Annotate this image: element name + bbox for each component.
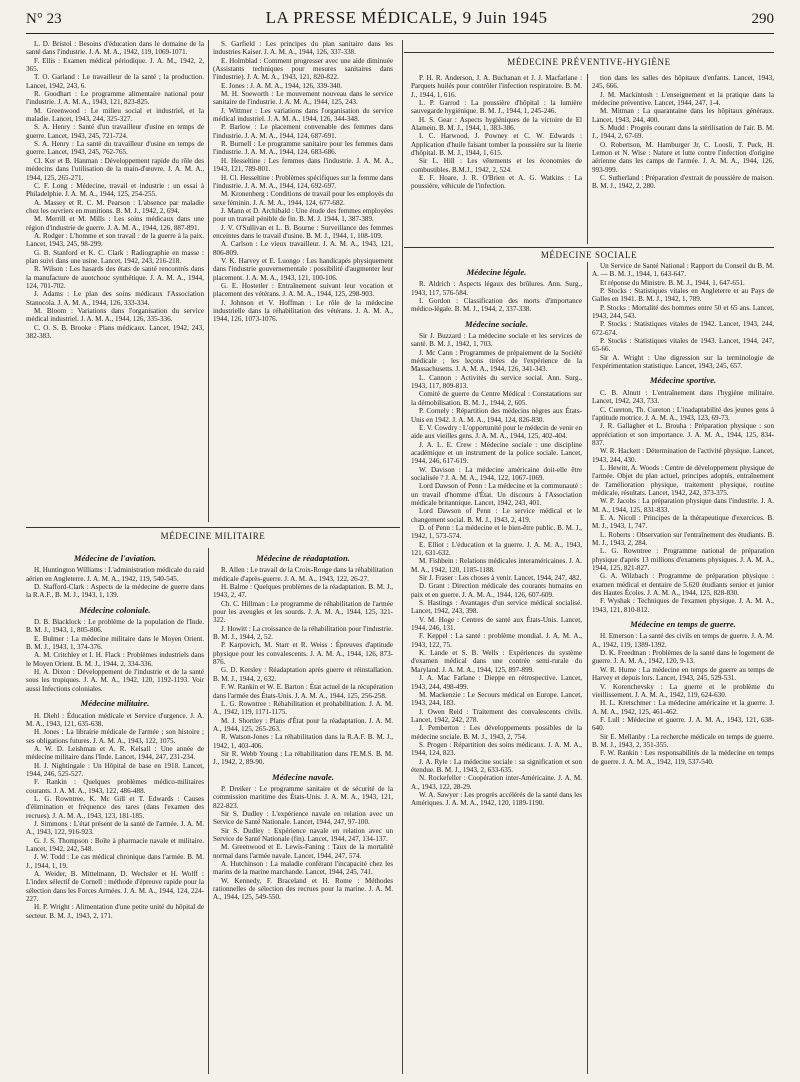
bibliography-entry: S. Mudd : Progrès courant dans la stérilisation de l'air. B. M. J., 1944, 2, 67-69. [592,124,774,141]
bibliography-entry: J. W. Todd : Le cas médical chronique dans l'armée. B. M. J., 1944, 1, 19. [26,853,204,870]
bibliography-entry: M. Mitman : La quarantaine dans les hôpitaux généraux. Lancet, 1943, 244, 400. [592,107,774,124]
bibliography-entry: R. Burnell : Le programme sanitaire pour les femmes dans l'industrie. J. A. M. A., 1944, 124, 683-686. [213,140,393,157]
bibliography-entry: M. Kronenberg : Conditions de travail pour les employés du sexe féminin. J. A. M. A., 1944, 124, 677-682. [213,190,393,207]
bibliography-entry: L. Cannon : Activités du service social. Ann. Surg., 1943, 117, 809-813. [411,373,582,391]
bibliography-entry: tion dans les salles des hôpitaux d'enfants. Lancet, 1943, 245, 666. [592,74,774,91]
bibliography-entry: V. M. Hoge : Centres de santé aux États-Unis. Lancet, 1944, 246, 131. [411,615,582,633]
column-7 [26,548,204,1074]
bibliography-entry: H. Hesseltine : Les femmes dans l'industrie. J. A. M. A., 1943, 121, 789-801. [213,156,393,174]
bibliography-entry: G. A. Wilzbach : Programme de préparation physique : examen médical et dentaire de 5.620 étudiants senior et junior des Hautes Écoles. J. A. M. A., 1944, 125, 828-830. [592,572,774,598]
bibliography-entry: F. Lull : Médecine et guerre. J. A. M. A., 1943, 121, 638-640. [592,715,774,733]
bibliography-entry: J. Owen Reid : Traitement des convalescents civils. Lancet, 1942, 242, 278. [411,707,582,724]
bibliography-entry: W. A. Sawyer : Les progrès accélérés de la santé dans les Amériques. J. A. M. A., 1942, 120, 1189-1190. [411,790,582,808]
column-6 [592,262,774,1074]
column-4 [592,74,774,244]
section-title-preventive: MÉDECINE PRÉVENTIVE-HYGIÈNE [507,57,671,67]
bibliography-entry: Sir J. Buzzard : La médecine sociale et les services de santé. B. M. J., 1942, 1, 703. [411,332,582,349]
bibliography-entry: J. M. Mackintosh : L'enseignement et la pratique dans la médecine préventive. Lancet, 1944, 247, 1-4. [592,90,774,108]
bibliography-entry: Et réponse du Ministre. B. M. J., 1944, 1, 647-651. [600,278,745,287]
bibliography-entry: J. R. Gallagher et L. Brouha : Préparation physique : son appréciation et son importance. J. A. M. A., 1944, 125, 834-837. [592,422,774,447]
bibliography-entry: H. P. Wright : Alimentation d'une petite unité du hôpital de secteur. B. M. J., 1943, 2, 171. [26,903,204,920]
bibliography-entry: M. Greenwood et E. Lewis-Faning : Taux de la mortalité normal dans l'armée navale. Lancet, 1944, 247, 574. [213,843,393,860]
bibliography-entry: H. S. Gear : Aspects hygiéniques de la victoire de El Alamein. B. M. J., 1944, 1, 383-386. [411,115,582,133]
bibliography-entry: P. Stocks : Statistiques vitales de 1943. Lancet, 1944, 247, 65-66. [592,337,774,354]
bibliography-entry: P. Stocks : Statistiques vitales de 1942. Lancet, 1943, 244, 672-674. [592,320,774,337]
page-divider [402,40,403,1074]
bibliography-entry: W. Davison : La médecine américaine doit-elle être socialisée ? J. A. M. A., 1944, 122, 1067-1069. [411,465,582,482]
bibliography-entry: M. Greenwood : Le milieu social et industriel, et la maladie. Lancet, 1943, 244, 325-327. [26,106,204,124]
bibliography-entry: J. Adams : Le plan des soins médicaux l'Association Stanocola. J. A. M. A., 1944, 126, 333-334. [26,290,204,307]
bibliography-entry: C. B. Alnutt : L'entraînement dans l'hygiène militaire. Lancet, 1942, 243, 733. [592,388,774,406]
subsection-title: Médecine navale. [271,771,335,782]
bibliography-entry: F. W. Rankin : Les responsabilités de la médecine en temps de guerre. J. A. M. A., 1942, 119, 537-540. [592,749,774,766]
bibliography-entry: W. Kennedy, F. Braceland et H. Rome : Méthodes rationnelles de sélection des recrues pour la marine. J. A. M. A., 1944, 125, 549-550. [213,876,393,902]
bibliography-entry: J. Howitt : La croissance de la réhabilitation pour l'industrie. B. M. J., 1944, 2, 52. [213,624,393,642]
bibliography-entry: W. R. Hackett : Détermination de l'activité physique. Lancet, 1943, 244, 430. [592,447,774,464]
section-rule [26,527,400,528]
bibliography-entry: E. V. Cowdry : L'opportunité pour le médecin de venir en aide aux vieilles gens. J. A. M. A., 1944, 125, 402-404. [411,423,582,441]
section-title-militaire: MÉDECINE MILITAIRE [160,531,266,541]
column-divider [208,548,209,1074]
subsection-title: Médecine légale. [466,267,527,277]
journal-title: LA PRESSE MÉDICALE, 9 Juin 1945 [265,8,548,27]
bibliography-entry: M. Mackenzie : Le Secours médical en Europe. Lancet, 1943, 244, 183. [411,690,582,708]
bibliography-entry: R. Allen : Le travail de la Croix-Rouge dans la réhabilitation médicale d'après-guerre. J. A. M. A., 1943, 122, 26-27. [213,566,393,583]
bibliography-entry: J. Pemberton : Les développements possibles de la médecine sociale. B. M. J., 1943, 2, 754. [411,724,582,741]
bibliography-entry: Sir S. Dudley : Expérience navale en relation avec un Service de Santé Nationale (fin). Lancet, 1944, 247, 134-137. [213,826,393,843]
subsection-title: Médecine en temps de guerre. [630,619,736,630]
bibliography-entry: Comité de guerre du Centre Médical : Constatations sur la démobilisation. B. M. J., 1944, 2, 605. [411,390,582,407]
bibliography-entry: L. Hewitt, A. Woods : Centre de développement physique de l'armée. Objet du plan actuel, principes adoptés, entraînement de l'amélioration physique, traitement physique, routine médicale, résultats. Lancet, 1942, 242, 373-375. [592,463,774,497]
bibliography-entry: L. G. Rowntree : Programme national de préparation physique d'après 13 millions d'examens physiques. J. A. M. A., 1944, 125, 821-827. [592,547,774,573]
bibliography-entry: P. Barlow : Le placement convenable des femmes dans l'industrie. J. A. M. A., 1944, 124, 687-691. [213,123,393,140]
bibliography-entry: P. Dreiker : Le programme sanitaire et de sécurité de la commission maritime des États-Unis. J. A. M. A., 1943, 121, 822-823. [213,784,393,810]
bibliography-entry: P. Stocks : Statistiques vitales en Angleterre et au Pays de Galles en 1941. B. M. J., 1942, 1, 789. [592,287,774,304]
bibliography-entry: H. Huntington Williams : L'administration médicale du raid aérien en Angleterre. J. A. M. A., 1942, 119, 540-545. [26,566,204,583]
bibliography-entry: F. Wyshak : Techniques de l'examen physique. J. A. M. A., 1943, 121, 810-812. [592,597,774,614]
bibliography-entry: E. F. Hoare, J. R. O'Brien et A. G. Watkins : La poussière, véhicule de l'infection. [411,174,582,191]
subsection-title: Médecine de l'aviation. [73,553,157,563]
bibliography-entry: W. R. Hume : La médecine en temps de guerre au temps de Harvey et depuis lors. Lancet, 1943, 245, 529-531. [592,665,774,683]
bibliography-entry: D. B. Blacklock : Le problème de la population de l'Inde. B. M. J., 1943, 1, 805-806. [26,618,204,635]
bibliography-entry: Sir R. Webb Young : La réhabilitation dans l'E.M.S. B. M. J., 1942, 2, 89-90. [213,749,393,767]
bibliography-entry: H. Balme : Quelques problèmes de la réadaptation. B. M. J., 1943, 2, 47. [213,583,393,600]
bibliography-entry: E. Bulmer : La médecine militaire dans le Moyen Orient. B. M. J., 1943, 1, 374-376. [26,634,204,652]
header-rule [26,33,774,34]
bibliography-entry: R. Aldrich : Aspects légaux des brûlures. Ann. Surg., 1943, 117, 576-584. [411,280,582,297]
bibliography-entry: R. Wilson : Les hasards des états de santé rencontrés dans la manufacture de auotchouc synthétique. J. A. M. A., 1944, 124, 701-702. [26,265,204,290]
bibliography-entry: G. J. S. Thompson : Boîte à pharmacie navale et militaire. Lancet, 1942, 242, 548. [26,836,204,853]
bibliography-entry: W. P. Jacobs : La préparation physique dans l'industrie. J. A. M. A., 1944, 125, 831-833. [592,497,774,514]
bibliography-entry: Sir E. Mellanby : La recherche médicale en temps de guerre. B. M. J., 1943, 2, 351-355. [592,732,774,749]
bibliography-entry: K. Lande et S. B. Wells : Expériences du système d'examen médical dans une contrée semi-rurale du Maryland. J. A. M. A., 1944, 125, 897-899. [411,649,582,674]
bibliography-entry: P. H. R. Anderson, J. A. Buchanan et J. J. Macfarlane : Parquets huilés pour contrôler l'infection respiratoire. B. M. J., 1944, 1, 616. [411,74,582,99]
bibliography-entry: L. G. Rowntree, K. Mc Gill et T. Edwards : Causes d'élimination et fréquence des tares (dans l'examen des recrues). J. A. M. A., 1943, 123, 181-185. [26,794,204,820]
section-title-sociale: MÉDECINE SOCIALE [540,250,638,260]
bibliography-entry: S. Garfield : Les principes du plan sanitaire dans les industries Kaiser. J. A. M. A., 1944, 126, 337-338. [213,40,393,57]
bibliography-entry: J. Johnson et V. Hoffman : Le rôle de la médecine industrielle dans la réhabilitation des vétérans. J. A. M. A., 1944, 126, 1073-1076. [213,298,393,324]
bibliography-entry: A. W. D. Leishman et A. R. Kelsall : Une année de médecine militaire dans l'Inde. Lancet, 1944, 247, 231-234. [26,744,204,762]
bibliography-entry: A. M. Critchley et I. H. Flack : Problèmes industriels dans le Moyen Orient. B. M. J., 1944, 2, 334-336. [26,651,204,668]
page-header [26,8,774,28]
subsection-title: Médecine sportive. [649,375,717,386]
bibliography-entry: H. A. Dixon : Développement de l'industrie et de la santé sous les tropiques. J. A. M. A., 1942, 120, 1192-1193. Voir aussi Infections coloniales. [26,668,204,693]
bibliography-entry: F. Rankin : Quelques problèmes médico-militaires courants. J. A. M. A., 1943, 122, 486-488. [26,778,204,795]
bibliography-entry: T. O. Garland : Le travailleur de la santé ; la production. Lancet, 1942, 243, 6. [26,73,204,90]
section-rule [404,52,774,53]
bibliography-entry: R. Watson-Jones : La réhabilitation dans la R.A.F. B. M. J., 1942, 1, 403-406. [213,733,393,750]
subsection-title: Médecine de réadaptation. [256,553,350,563]
bibliography-entry: F. W. Rankin et W. E. Barton : État actuel de la récupération dans l'armée des États-Unis. J. A. M. A., 1944, 125, 256-258. [213,683,393,700]
subsection-title: Médecine militaire. [80,698,150,709]
column-divider [587,262,588,1074]
bibliography-entry: Cl. Ker et B. Hanman : Développement rapide du rôle des médecins dans l'utilisation de la main-d'œuvre. J. A. M. A., 1944, 125, 265-271. [26,156,204,182]
bibliography-entry: J. V. O'Sullivan et L. B. Bourne : Surveillance des femmes enceintes dans le travail d'usine. B. M. J., 1944, 1, 108-109. [213,223,393,240]
bibliography-entry: Ch. C. Hillman : Le programme de réhabilitation de l'armée pour les aveugles et les sourds. J. A. M. A., 1944, 125, 321-322. [213,599,393,625]
bibliography-entry: Lord Dawson of Penn : La médecine et la communauté : un travail d'homme d'État. Un discours à l'Association médicale britannique. Lancet, 1942, 243, 401. [411,482,582,507]
bibliography-entry: M. Bloom : Variations dans l'organisation du service médical industriel. J. A. M. A., 1944, 126, 335-336. [26,307,204,324]
bibliography-entry: G. B. Stanford et K. C. Clark : Radiographie en masse : plan suivi dans une usine. Lancet, 1942, 243, 216-218. [26,248,204,265]
bibliography-entry: A. Massey et R. C. M. Pearson : L'absence par maladie chez les ouvriers en munitions. B. M. J., 1942, 2, 694. [26,198,204,215]
bibliography-entry: J. Simmons : L'état présent de la santé de l'armée. J. A. M. A., 1943, 122, 916-923. [26,819,204,837]
bibliography-entry: A. Hutchinson : La maladie conférant l'incapacité chez les marins de la marine marchande. Lancet, 1944, 245, 741. [213,860,393,877]
bibliography-entry: D. Grant : Direction médicale des courants humains en paix et en guerre. J. A. M. A., 1944, 126, 607-609. [411,582,582,599]
bibliography-entry: E. Holmblad : Comment progresser avec une aide diminuée (Assistants techniques pour mesures sanitaires dans l'industrie). J. A. M. A., 1943, 121, 820-822. [213,56,393,82]
bibliography-entry: V. Korenchevsky : La guerre et le problème du vieillissement. J. A. M. A., 1942, 119, 624-630. [592,682,774,699]
bibliography-entry: V. K. Harvey et E. Luongo : Les handicapés physiquement dans l'industrie gouvernementale : possibilité d'augmenter leur placement. J. A. M. A., 1943, 121, 100-106. [213,256,393,282]
bibliography-entry: G. E. Hostetler : Entraînement suivant leur vocation et placement des vétérans. J. A. M. A., 1944, 125, 298-903. [213,281,393,299]
bibliography-entry: A. Rodger : L'homme et son travail : de la guerre à la paix. Lancet, 1943, 245, 98-299. [26,231,204,249]
bibliography-entry: Sir S. Dudley : L'expérience navale en relation avec un Service de Santé Nationale. Lancet, 1944, 247, 97-100. [213,809,393,827]
bibliography-entry: N. Rockefeller : Coopération inter-Américaine. J. A. M. A., 1943, 122, 28-29. [411,774,582,791]
bibliography-entry: H. L. Kretschmer : La médecine américaine et la guerre. J. A. M. A., 1942, 125, 461-462. [592,699,774,716]
bibliography-entry: D. of Penn : La médecine et le bien-être public. B. M. J., 1942, 1, 573-574. [411,523,582,541]
section-rule [404,247,774,248]
bibliography-entry: I. Gordon : Classification des morts d'importance médico-légale. B. M. J., 1944, 2, 337-338. [411,297,582,314]
bibliography-entry: Un Service de Santé National : Rapport du Conseil du B. M. A. — B. M. J., 1944, 1, 643-647. [592,262,774,279]
bibliography-entry: L. Roberts : Observation sur l'entraînement des étudiants. B. M. J., 1943, 2, 284. [592,530,774,547]
bibliography-entry: H. Jones : La librairie médicale de l'armée ; son histoire ; ses obligations futures. J. A. M. A., 1943, 122, 1075. [26,728,204,745]
bibliography-entry: I. C. Harwood, J. Powney et C. W. Edwards : Application d'huile faisant tomber la poussière sur la literie d'hôpital. B. M. J., 1944, 1, 615. [411,132,582,158]
bibliography-entry: L. P. Garrod : La poussière d'hôpital : la lumière sauvegarde hygiénique. B. M. J., 1944, 1, 245-246. [411,99,582,116]
bibliography-entry: D. K. Freedman : Problèmes de la santé dans le logement de guerre. J. A. M. A., 1942, 120, 9-13. [592,649,774,666]
bibliography-entry: E. Jones : J. A. M. A., 1944, 126, 339-340. [221,81,342,90]
column-8 [213,548,393,1074]
subsection-title: Médecine coloniale. [79,604,151,615]
bibliography-entry: C. O. S. B. Brooke : Plans médicaux. Lancet, 1942, 243, 382-383. [26,323,204,341]
bibliography-entry: M. H. Soeworth : Le mouvement nouveau dans le service sanitaire de l'industrie. J. A. M. A., 1944, 125, 243. [213,90,393,107]
bibliography-entry: M. J. Shortley : Plans d'État pour la réadaptation. J. A. M. A., 1944, 125, 265-263. [213,716,393,733]
bibliography-entry: J. Wittmer : Les variations dans l'organisation du service médical industriel. J. A. M. A., 1944, 126, 344-348. [213,106,393,124]
bibliography-entry: C. Cureton, Th. Cureton : L'inadaptabilité des jeunes gens à l'aptitude motrice. J. A. M. A., 1943, 123, 69-73. [592,405,774,422]
bibliography-entry: E. Elliot : L'éducation et la guerre. J. A. M. A., 1943, 121, 631-632. [411,540,582,557]
bibliography-entry: L. D. Bristol : Besoins d'éducation dans le domaine de la santé dans l'industrie. J. A. M. A., 1942, 119, 1069-1071. [26,40,204,57]
bibliography-entry: O. Robertson, M. Hamburger Jr, C. Loosli, T. Puck, H. Lemon et N. Wise : Nature et lutte contre l'infection d'origine aérienne dans les camps de l'armée. J. A. M. A., 1944, 126, 993-999. [592,140,774,174]
bibliography-entry: J. A. L. E. Crew : Médecine sociale : une discipline académique et un instrument de la police sociale. Lancet, 1944, 246, 617-619. [411,440,582,466]
column-divider [208,40,209,522]
bibliography-entry: H. J. Nightingale : Un Hôpital de base en 1918. Lancet, 1944, 246, 525-527. [26,761,204,778]
column-2 [213,40,393,522]
bibliography-entry: S. Hastings : Avantages d'un service médical socialisé. Lancet, 1942, 243, 398. [411,599,582,616]
bibliography-entry: G. D. Kersley : Réadaptation après guerre et réinstallation. B. M. J., 1944, 2, 632. [213,666,393,683]
bibliography-entry: H. Diehl : Éducation médicale et Service d'urgence. J. A. M. A., 1943, 121, 635-638. [26,711,204,728]
column-1 [26,40,204,522]
bibliography-entry: P. Karpovich, M. Starr et R. Weiss : Épreuves d'aptitude physique pour les convalescents. J. A. M. A., 1944, 126, 873-876. [213,641,393,667]
bibliography-entry: J. A. Ryle : La médecine sociale : sa signification et son étendue. B. M. J., 1943, 2, 633-635. [411,757,582,774]
bibliography-entry: P. Cornely : Répartition des médecins nègres aux États-Unis en 1942. J. A. M. A., 1944, 124, 826-830. [411,407,582,424]
bibliography-entry: P. Stocks : Mortalité des hommes entre 50 et 65 ans. Lancet, 1943, 244, 543. [592,303,774,321]
bibliography-entry: R. Goodhart : Le programme alimentaire national pour l'industrie. J. A. M. A., 1943, 121, 823-825. [26,90,204,107]
column-3 [411,74,582,244]
bibliography-entry: Lord Dawson of Penn : Le service médical et le changement social. B. M. J., 1943, 2, 419. [411,507,582,524]
bibliography-entry: S. A. Henry : Santé d'un travailleur d'usine en temps de guerre. Lancet, 1943, 245, 721-724. [26,123,204,140]
bibliography-entry: J. Mann et D. Archibald : Une étude des femmes employées pour un travail pénible de fin. B. M. J. 1944, 1, 387-389. [213,206,393,224]
bibliography-entry: J. Mc Cann : Programmes de prépaiement de la Société médicale ; les leçons tirées de l'expérience de la Massachusetts. J. A. M. A., 1944, 126, 341-343. [411,348,582,374]
bibliography-entry: F. Keppel : La santé : problème mondial. J. A. M. A., 1943, 122, 75. [411,632,582,649]
bibliography-entry: Sir L. Hill : Les vêtements et les économies de combustibles. B.M.J., 1942, 2, 524. [411,157,582,174]
bibliography-entry: C. Sutherland : Préparation d'extrait de poussière de maison. B. M. J., 1942, 2, 280. [592,174,774,191]
bibliography-entry: D. Stafford-Clark : Aspects de la médecine de guerre dans la R.A.F., B. M. J., 1943, 1, 139. [26,583,204,600]
bibliography-entry: M. Fishbein : Relations médicales interaméricaines. J. A. M. A., 1942, 120, 1185-1188. [411,557,582,574]
bibliography-entry: Sir A. Wright : Une digression sur la terminologie de l'expérimentation statistique. Lancet, 1943, 245, 657. [592,353,774,371]
column-divider [587,74,588,244]
bibliography-entry: E. A. Nicoll : Principes de la thérapeutique d'exercices. B. M. J., 1943, 1, 747. [592,513,774,531]
bibliography-entry: S. A. Henry : La santé du travailleur d'usine en temps de guerre. Lancet, 1943, 245, 762-765. [26,140,204,157]
bibliography-entry: A. Weider, B. Mittelmann, D. Wechsler et H. Wolff : L'index sélectif de Cornell : méthode d'épreuve rapide pour la sélection dans les Forces Armées. J. A. M. A., 1944, 124, 224-227. [26,870,204,904]
bibliography-entry: M. Merrill et M. Mills : Les soins médicaux dans une région d'industrie de guerre. J. A. M. A., 1944, 126, 887-891. [26,215,204,232]
bibliography-entry: L. G. Rowntree : Réhabilitation et prohabilitation. J. A. M. A., 1942, 119, 1171-1175. [213,699,393,717]
bibliography-entry: F. Ellis : Examen médical périodique. J. A. M., 1942, 2, 365. [26,56,204,74]
bibliography-entry: Sir J. Fraser : Les choses à venir. Lancet, 1944, 247, 482. [419,574,582,583]
column-5 [411,262,582,1074]
page-folio: 290 [751,11,774,27]
bibliography-entry: J. A. Mac Farlane : Dieppe en rétrospective. Lancet, 1943, 244, 498-499. [411,674,582,691]
bibliography-entry: C. F. Long : Médecine, travail et industrie : un essai à Philadelphie. J. A. M. A., 1944, 125, 254-255. [26,181,204,199]
issue-number: N° 23 [26,11,62,27]
bibliography-entry: A. Carlson : Le vieux travailleur. J. A. M. A., 1943, 121, 806-809. [213,240,393,257]
bibliography-entry: H. Cl. Hesseltine : Problèmes spécifiques sur la femme dans l'industrie. J. A. M. A., 1944, 124, 692-697. [213,173,393,190]
bibliography-entry: H. Emerson : La santé des civils en temps de guerre. J. A. M. A., 1942, 119, 1389-1392. [592,632,774,649]
subsection-title: Médecine sociale. [464,318,528,329]
bibliography-entry: S. Progen : Répartition des soins médicaux. J. A. M. A., 1944, 124, 823. [411,740,582,758]
